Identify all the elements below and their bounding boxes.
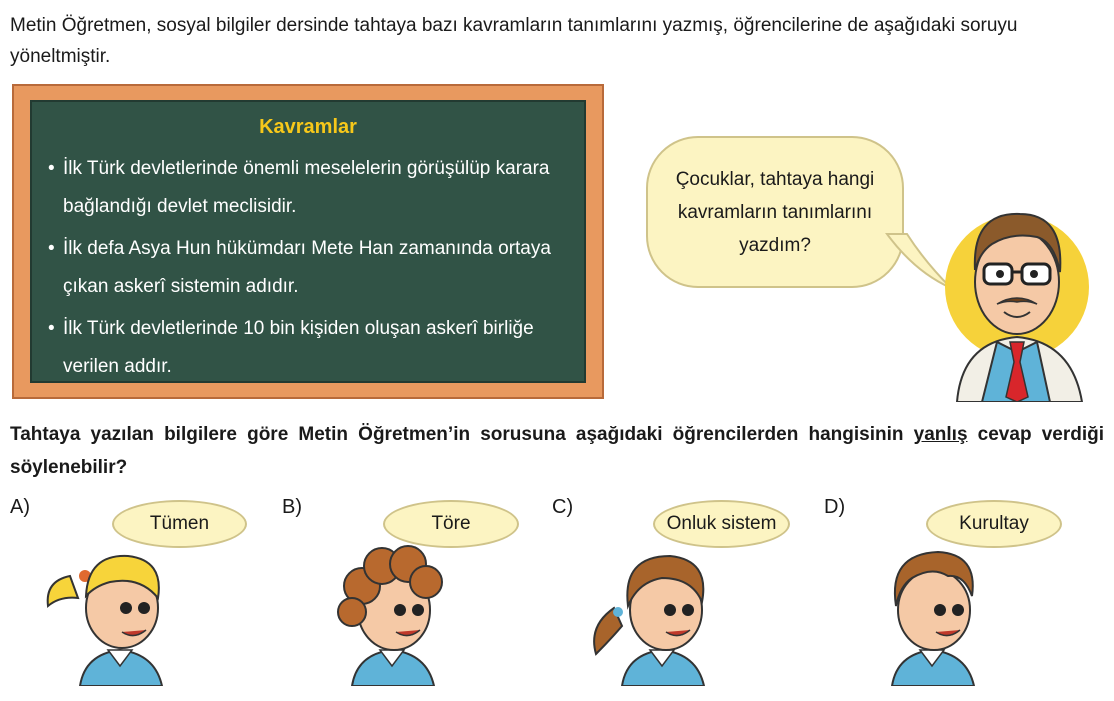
option-a-answer: Tümen xyxy=(149,513,210,534)
board-title: Kavramlar xyxy=(259,116,357,138)
option-b-letter[interactable]: B) xyxy=(282,496,302,518)
option-d-letter[interactable]: D) xyxy=(824,496,846,518)
option-c-letter[interactable]: C) xyxy=(552,496,574,518)
option-c-answer: Onluk sistem xyxy=(666,513,777,534)
question-text xyxy=(10,418,1104,484)
board-item: • İlk Türk devletlerinde 10 bin kişiden oluşan askerî birliğe verilen addır. xyxy=(48,310,593,386)
board-list xyxy=(48,150,593,390)
teacher-speech-bubble xyxy=(646,136,904,288)
question-emphasis: yanlış xyxy=(913,424,968,445)
option-d-answer: Kurultay xyxy=(959,513,1029,534)
girl-brown-icon xyxy=(582,536,732,686)
girl-blonde-icon xyxy=(40,536,190,686)
teacher-illustration-icon xyxy=(942,192,1092,402)
boy-curly-icon xyxy=(312,536,462,686)
question-before: Tahtaya yazılan bilgilere göre Metin Öğretmen’in sorusuna aşağıdaki öğrencilerden hangisinin xyxy=(10,424,914,445)
intro-text: Metin Öğretmen, sosyal bilgiler dersinde tahtaya bazı kavramların tanımlarını yazmış, öğrencilerine de aşağıdaki soruyu yöneltmiştir. xyxy=(10,15,1018,67)
question-after: cevap verdiği söylenebilir? xyxy=(10,424,1104,478)
teacher-speech-text: Çocuklar, tahtaya hangi kavramların tanımlarını yazdım? xyxy=(675,168,875,256)
chalkboard xyxy=(12,84,604,399)
chalkboard-surface xyxy=(30,100,586,383)
board-item: • İlk defa Asya Hun hükümdarı Mete Han zamanında ortaya çıkan askerî sistemin adıdır. xyxy=(48,230,593,306)
board-item: • İlk Türk devletlerinde önemli meselelerin görüşülüp karara bağlandığı devlet meclisidir. xyxy=(48,150,593,226)
boy-short-hair-icon xyxy=(852,536,1002,686)
option-a-letter[interactable]: A) xyxy=(10,496,30,518)
option-b-answer: Töre xyxy=(431,513,471,534)
